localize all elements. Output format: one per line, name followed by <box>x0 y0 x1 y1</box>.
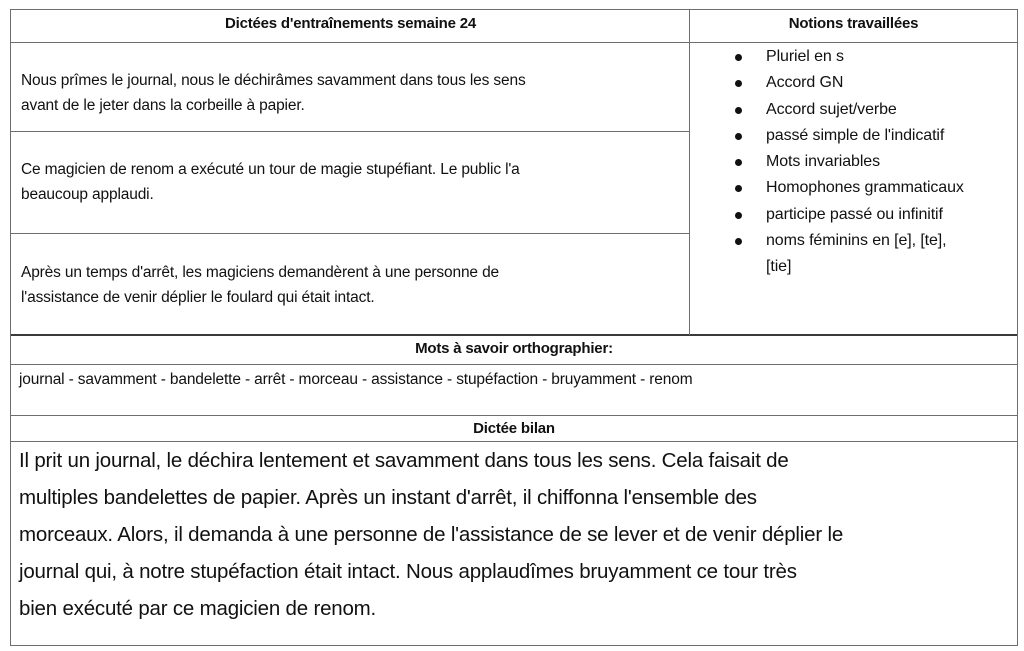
bilan-line: multiples bandelettes de papier. Après un instant d'arrêt, il chiffonna l'ensemble des <box>19 486 757 509</box>
notion-item: noms féminins en [e], [te], <box>690 228 1017 254</box>
words-header: Mots à savoir orthographier: <box>415 340 613 357</box>
training-dictation-2 <box>11 157 689 207</box>
bilan-header: Dictée bilan <box>473 420 555 437</box>
title-header: Dictées d'entraînements semaine 24 <box>224 15 477 32</box>
row-divider <box>11 131 689 132</box>
bilan-dictation <box>11 442 1017 627</box>
sentence-line: beaucoup applaudi. <box>21 186 154 203</box>
row-divider <box>11 233 689 234</box>
bilan-line: bien exécuté par ce magicien de renom. <box>19 597 377 620</box>
notions-list <box>690 44 1017 281</box>
notion-item: participe passé ou infinitif <box>690 202 1017 228</box>
dictation-worksheet-table <box>10 9 1018 646</box>
notion-item: Accord GN <box>690 70 1017 96</box>
bilan-line: journal qui, à notre stupéfaction était intact. Nous applaudîmes bruyamment ce tour très <box>19 560 797 583</box>
notion-item: Mots invariables <box>690 149 1017 175</box>
notion-item-continuation: [tie] <box>766 258 792 276</box>
bullet-icon <box>735 107 742 114</box>
notions-cell <box>690 44 1017 281</box>
notion-item: Accord sujet/verbe <box>690 97 1017 123</box>
sentence-line: Ce magicien de renom a exécuté un tour de magie stupéfiant. Le public l'a <box>21 161 520 178</box>
bullet-icon <box>735 133 742 140</box>
training-dictation-1 <box>11 68 689 118</box>
notions-header: Notions travaillées <box>788 15 919 32</box>
bullet-icon <box>735 54 742 61</box>
sentence-line: Après un temps d'arrêt, les magiciens demandèrent à une personne de <box>21 264 500 281</box>
row-divider <box>11 364 1017 365</box>
bullet-icon <box>735 185 742 192</box>
sentence-line: avant de le jeter dans la corbeille à papier. <box>21 97 305 114</box>
notion-item: passé simple de l'indicatif <box>690 123 1017 149</box>
notion-item: Homophones grammaticaux <box>690 175 1017 201</box>
bullet-icon <box>735 238 742 245</box>
sentence-line: Nous prîmes le journal, nous le déchirâmes savamment dans tous les sens <box>21 72 526 89</box>
notion-item: Pluriel en s <box>690 44 1017 70</box>
bullet-icon <box>735 212 742 219</box>
sentence-line: l'assistance de venir déplier le foulard qui était intact. <box>21 289 375 306</box>
bilan-line: Il prit un journal, le déchira lentement et savamment dans tous les sens. Cela faisait de <box>19 449 789 472</box>
training-dictation-3 <box>11 260 689 310</box>
bullet-icon <box>735 159 742 166</box>
bullet-icon <box>735 80 742 87</box>
words-list: journal - savamment - bandelette - arrêt - morceau - assistance - stupéfaction - bruyamment - renom <box>19 371 693 388</box>
bilan-line: morceaux. Alors, il demanda à une personne de l'assistance de se lever et de venir déplier le <box>19 523 844 546</box>
row-divider <box>11 42 1017 43</box>
